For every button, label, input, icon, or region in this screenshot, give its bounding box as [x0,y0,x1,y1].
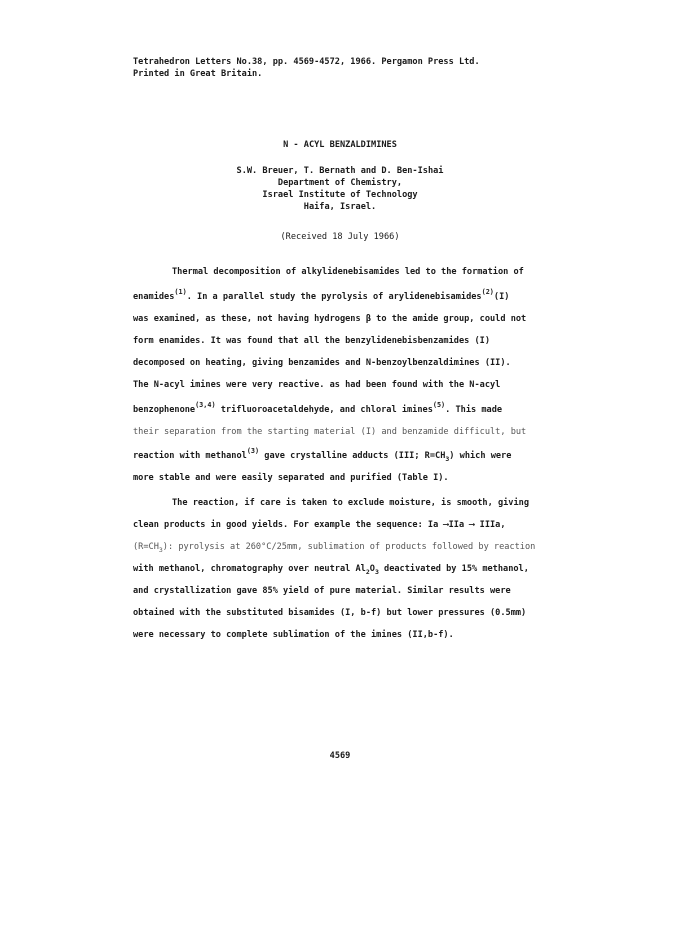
body-line: reaction with methanol$^{(3)}$ gave crystalline adducts (III; $R=CH_3$) which were [133,447,512,463]
body-line: with methanol, chromatography over neutral $Al_2O_3$ deactivated by 15% methanol, [133,564,529,576]
body-line: $(R=CH_3)$: pyrolysis at 260°C/25mm, sublimation of products followed by reaction [133,542,536,554]
body-line: The reaction, if care is taken to exclude moisture, is smooth, giving [172,498,529,508]
body-line: clean products in good yields. For example the sequence: Ia ⟶IIa ⟶ IIIa, [133,520,506,530]
body-line: benzophenone$^{(3,4)}$ trifluoroacetaldehyde, and chloral imines$^{(5)}$. This made [133,401,503,415]
affiliation-department: Department of Chemistry, [277,178,403,188]
body-line: more stable and were easily separated and purified (Table I). [133,473,449,483]
body-line: obtained with the substituted bisamides (I, b-f) but lower pressures (0.5mm) [133,608,527,618]
body-line: enamides$^{(1)}$. In a parallel study the pyrolysis of arylidenebisamides$^{(2)}$(I) [133,288,510,302]
article-title: N - ACYL BENZALDIMINES [283,140,397,150]
reference-mark: (2) [481,288,494,296]
body-line: were necessary to complete sublimation of the imines (II,b-f). [133,630,454,640]
reference-mark: (3) [246,447,260,455]
received-date: (Received 18 July 1966) [280,232,400,242]
authors: S.W. Breuer, T. Bernath and D. Ben-Ishai [236,166,444,176]
printed-in: Printed in Great Britain. [133,69,263,79]
reference-mark: (5) [432,401,446,409]
reference-mark: (1) [174,288,187,296]
body-line: Thermal decomposition of alkylidenebisamides led to the formation of [172,267,524,277]
reference-mark: (3,4) [195,401,216,409]
body-line: their separation from the starting material (I) and benzamide difficult, but [133,427,527,437]
body-line: was examined, as these, not having hydrogens β to the amide group, could not [133,314,527,324]
body-line: and crystallization gave 85% yield of pure material. Similar results were [133,586,511,596]
journal-citation: Tetrahedron Letters No.38, pp. 4569-4572, 1966. Pergamon Press Ltd. [133,57,480,67]
body-line: form enamides. It was found that all the benzylidenebisbenzamides (I) [133,336,490,346]
body-line: The N-acyl imines were very reactive. as had been found with the N-acyl [133,380,501,390]
page-number: 4569 [329,751,351,761]
affiliation-institute: Israel Institute of Technology [262,190,418,200]
affiliation-city: Haifa, Israel. [303,202,377,212]
body-line: decomposed on heating, giving benzamides and N-benzoylbenzaldimines (II). [133,358,511,368]
